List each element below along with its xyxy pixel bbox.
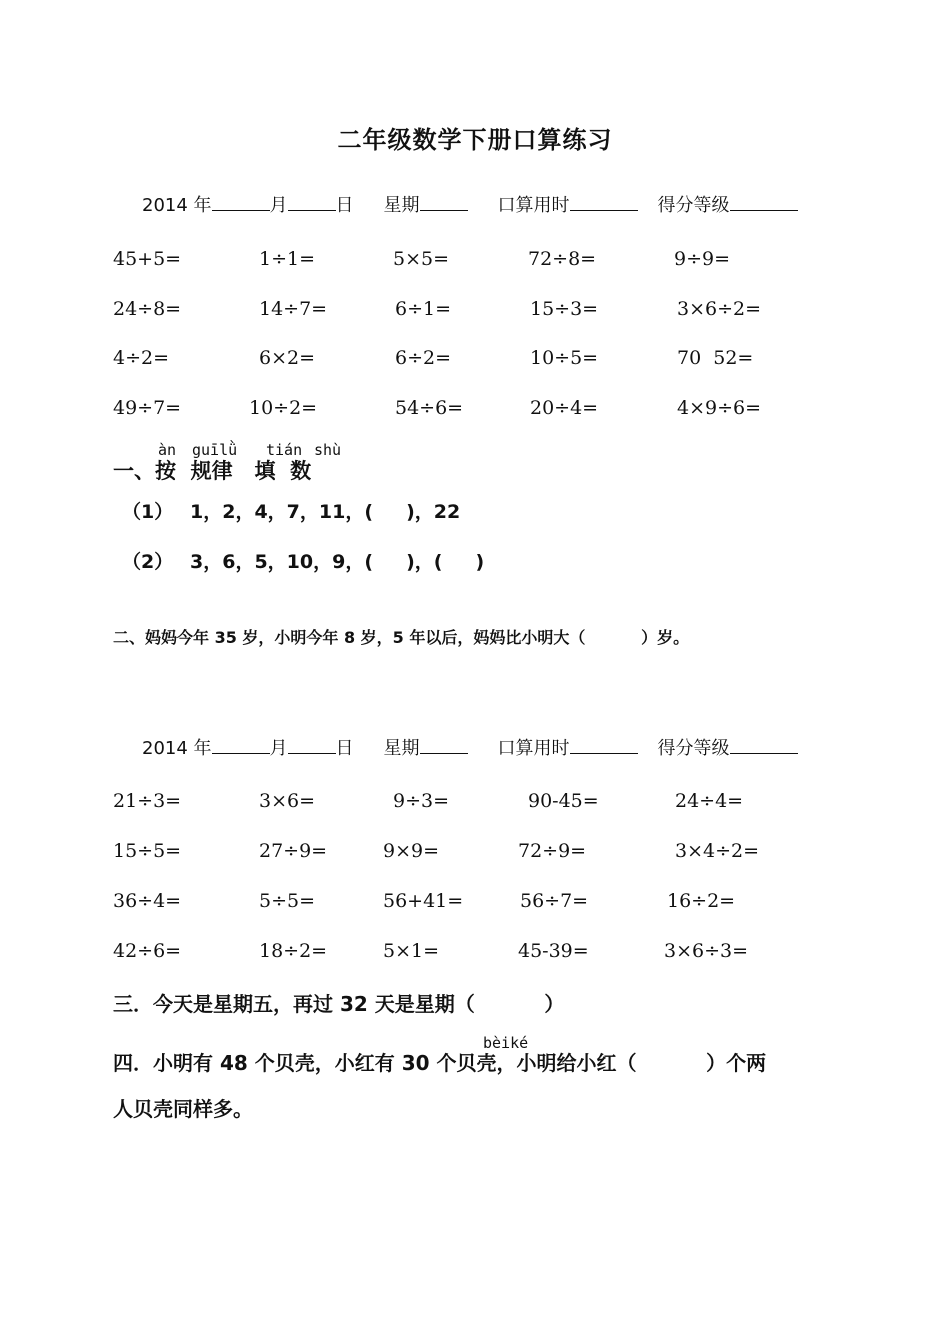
grade-blank[interactable] (730, 735, 798, 754)
day-blank[interactable] (288, 735, 336, 754)
exercise-item: 49÷7= (113, 397, 182, 419)
exercise-item: 10÷2= (249, 397, 318, 419)
month-blank[interactable] (212, 192, 270, 211)
time-used-label: 口算用时 (497, 738, 570, 759)
grade-blank[interactable] (730, 192, 798, 211)
time-used-label: 口算用时 (497, 195, 570, 216)
year-label: 2014 年 (142, 738, 212, 759)
exercise-item: 24÷8= (113, 298, 182, 320)
exercise-item: 10÷5= (530, 347, 599, 369)
exercise-item: 15÷3= (530, 298, 599, 320)
section1-heading: 一、按 规律 填 数 (113, 459, 312, 483)
exercise-item: 72÷9= (518, 840, 587, 862)
q2-sequence: 3，6，5，10，9，( )，( ) (190, 551, 485, 573)
grade-label: 得分等级 (657, 195, 730, 216)
day-label: 日 (335, 738, 354, 759)
weekday-label: 星期 (383, 195, 420, 216)
exercise-item: 6÷1= (395, 298, 452, 320)
exercise-item: 3×4÷2= (675, 840, 760, 862)
exercise-row (0, 248, 950, 278)
day-label: 日 (335, 195, 354, 216)
exercise-item: 56÷7= (520, 890, 589, 912)
exercise-item: 36÷4= (113, 890, 182, 912)
exercise-row (0, 298, 950, 328)
section3-question: 三．今天是星期五，再过 32 天是星期（ ） (113, 992, 565, 1016)
pinyin-beike: bèiké (483, 1034, 529, 1052)
weekday-label: 星期 (383, 738, 420, 759)
weekday-blank[interactable] (420, 192, 468, 211)
exercise-item: 5×5= (393, 248, 450, 270)
exercise-row (0, 840, 950, 870)
pinyin-tian: tián (266, 441, 303, 459)
exercise-item: 3×6÷2= (677, 298, 762, 320)
exercise-row (0, 790, 950, 820)
exercise-row (0, 397, 950, 427)
exercise-item: 45+5= (113, 248, 182, 270)
exercise-row (0, 347, 950, 377)
exercise-item: 16÷2= (667, 890, 736, 912)
exercise-item: 4×9÷6= (677, 397, 762, 419)
exercise-item: 4÷2= (113, 347, 170, 369)
pinyin-an: àn (158, 441, 177, 459)
exercise-item: 5÷5= (259, 890, 316, 912)
exercise-item: 20÷4= (530, 397, 599, 419)
exercise-item: 6×2= (259, 347, 316, 369)
exercise-item: 3×6= (259, 790, 316, 812)
exercise-item: 90-45= (528, 790, 599, 812)
exercise-item: 42÷6= (113, 940, 182, 962)
exercise-item: 3×6÷3= (664, 940, 749, 962)
time-used-blank[interactable] (570, 735, 638, 754)
exercise-item: 9×9= (383, 840, 440, 862)
exercise-item: 1÷1= (259, 248, 316, 270)
exercise-item: 24÷4= (675, 790, 744, 812)
exercise-item: 27÷9= (259, 840, 328, 862)
q1-number: （1） (122, 501, 174, 523)
month-blank[interactable] (212, 735, 270, 754)
year-label: 2014 年 (142, 195, 212, 216)
exercise-item: 56+41= (383, 890, 464, 912)
month-label: 月 (269, 738, 288, 759)
header-info-1 (142, 191, 798, 217)
month-label: 月 (269, 195, 288, 216)
page-title: 二年级数学下册口算练习 (337, 126, 613, 154)
exercise-item: 9÷3= (393, 790, 450, 812)
exercise-item: 21÷3= (113, 790, 182, 812)
exercise-item: 72÷8= (528, 248, 597, 270)
pinyin-guilv: guīlǜ (192, 441, 238, 459)
exercise-item: 14÷7= (259, 298, 328, 320)
q1-sequence: 1，2，4，7，11，( )，22 (190, 501, 461, 523)
exercise-item: 45-39= (518, 940, 589, 962)
exercise-item: 6÷2= (395, 347, 452, 369)
exercise-item: 15÷5= (113, 840, 182, 862)
exercise-item: 5×1= (383, 940, 440, 962)
section4-question-line2: 人贝壳同样多。 (113, 1097, 253, 1121)
section4-question-line1: 四．小明有 48 个贝壳，小红有 30 个贝壳，小明给小红（ ）个两 (113, 1051, 767, 1075)
q2-number: （2） (122, 551, 174, 573)
weekday-blank[interactable] (420, 735, 468, 754)
header-info-2 (142, 734, 798, 760)
exercise-item: 54÷6= (395, 397, 464, 419)
time-used-blank[interactable] (570, 192, 638, 211)
day-blank[interactable] (288, 192, 336, 211)
exercise-item: 9÷9= (674, 248, 731, 270)
exercise-row (0, 890, 950, 920)
exercise-item: 18÷2= (259, 940, 328, 962)
exercise-row (0, 940, 950, 970)
section2-question: 二、妈妈今年 35 岁，小明今年 8 岁，5 年以后，妈妈比小明大（ ）岁。 (113, 628, 690, 647)
exercise-item: 70 52= (677, 347, 754, 369)
grade-label: 得分等级 (657, 738, 730, 759)
pinyin-shu: shù (314, 441, 342, 459)
